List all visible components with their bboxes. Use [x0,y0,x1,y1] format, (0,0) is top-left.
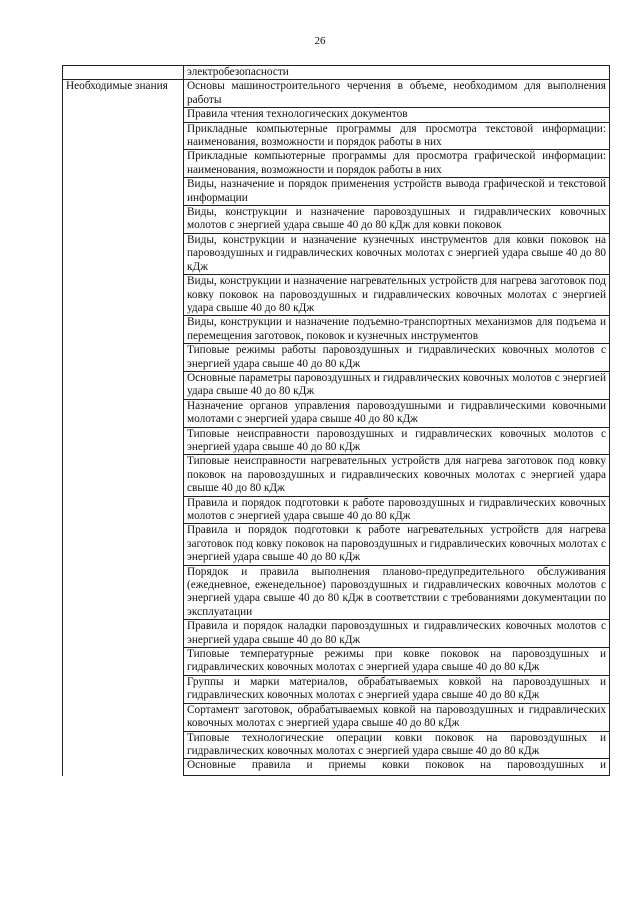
knowledge-item: Виды, конструкции и назначение подъемно-транспортных механизмов для подъема и перемещения заготовок, поковок и кузнечных инструментов [184,316,610,344]
knowledge-item: Основы машиностроительного черчения в объеме, необходимом для выполнения работы [184,80,610,108]
knowledge-item: Основные правила и приемы ковки поковок на паровоздушных и [184,759,610,776]
knowledge-item: Правила и порядок наладки паровоздушных и гидравлических ковочных молотов с энергией удара свыше 40 до 80 кДж [184,620,610,648]
knowledge-item: Группы и марки материалов, обрабатываемых ковкой на паровоздушных и гидравлических ковочных молотах с энергией удара свыше 40 до 80 кДж [184,675,610,703]
knowledge-item: Виды, конструкции и назначение кузнечных инструментов для ковки поковок на паровоздушных и гидравлических ковочных молотах с энергией удара свыше 40 до 80 кДж [184,233,610,274]
table-row [63,80,610,108]
knowledge-item: Виды, конструкции и назначение нагревательных устройств для нагрева заготовок под ковку поковок на паровоздушных и гидравлических ковочных молотах с энергией удара свыше 40 до 80 кДж [184,275,610,316]
knowledge-item: Типовые режимы работы паровоздушных и гидравлических ковочных молотов с энергией удара свыше 40 до 80 кДж [184,344,610,372]
knowledge-item: Правила и порядок подготовки к работе паровоздушных и гидравлических ковочных молотов с энергией удара свыше 40 до 80 кДж [184,496,610,524]
knowledge-item: Прикладные компьютерные программы для просмотра текстовой информации: наименования, возможности и порядок работы в них [184,122,610,150]
row-label [63,66,184,80]
knowledge-item: Типовые неисправности паровоздушных и гидравлических ковочных молотов с энергией удара свыше 40 до 80 кДж [184,427,610,455]
knowledge-table [62,65,610,776]
knowledge-item: Правила чтения технологических документов [184,108,610,122]
knowledge-item: Прикладные компьютерные программы для просмотра графической информации: наименования, возможности и порядок работы в них [184,150,610,178]
row-text: электробезопасности [184,66,610,80]
knowledge-item: Сортамент заготовок, обрабатываемых ковкой на паровоздушных и гидравлических ковочных молотах с энергией удара свыше 40 до 80 кДж [184,703,610,731]
page-number: 26 [314,35,326,47]
knowledge-item: Типовые технологические операции ковки поковок на паровоздушных и гидравлических ковочных молотах с энергией удара свыше 40 до 80 кДж [184,731,610,759]
section-label: Необходимые знания [63,80,184,776]
knowledge-item: Виды, назначение и порядок применения устройств вывода графической и текстовой информации [184,178,610,206]
knowledge-item: Типовые температурные режимы при ковке поковок на паровоздушных и гидравлических ковочных молотах с энергией удара свыше 40 до 80 кДж [184,648,610,676]
knowledge-item: Порядок и правила выполнения планово-предупредительного обслуживания (ежедневное, еженедельное) паровоздушных и гидравлических ковочных молотов с энергией удара свыше 40 до 80 кДж в соответствии с требованиями документации по эксплуатации [184,565,610,620]
knowledge-item: Типовые неисправности нагревательных устройств для нагрева заготовок под ковку поковок на паровоздушных и гидравлических ковочных молотах с энергией удара свыше 40 до 80 кДж [184,455,610,496]
knowledge-item: Основные параметры паровоздушных и гидравлических ковочных молотов с энергией удара свыше 40 до 80 кДж [184,371,610,399]
knowledge-item: Правила и порядок подготовки к работе нагревательных устройств для нагрева заготовок под ковку поковок на паровоздушных и гидравлических ковочных молотах с энергией удара свыше 40 до 80 кДж [184,524,610,565]
table-row [63,66,610,80]
knowledge-item: Виды, конструкции и назначение паровоздушных и гидравлических ковочных молотов с энергией удара свыше 40 до 80 кДж для ковки поковок [184,206,610,234]
knowledge-item: Назначение органов управления паровоздушными и гидравлическими ковочными молотами с энергией удара свыше 40 до 80 кДж [184,399,610,427]
